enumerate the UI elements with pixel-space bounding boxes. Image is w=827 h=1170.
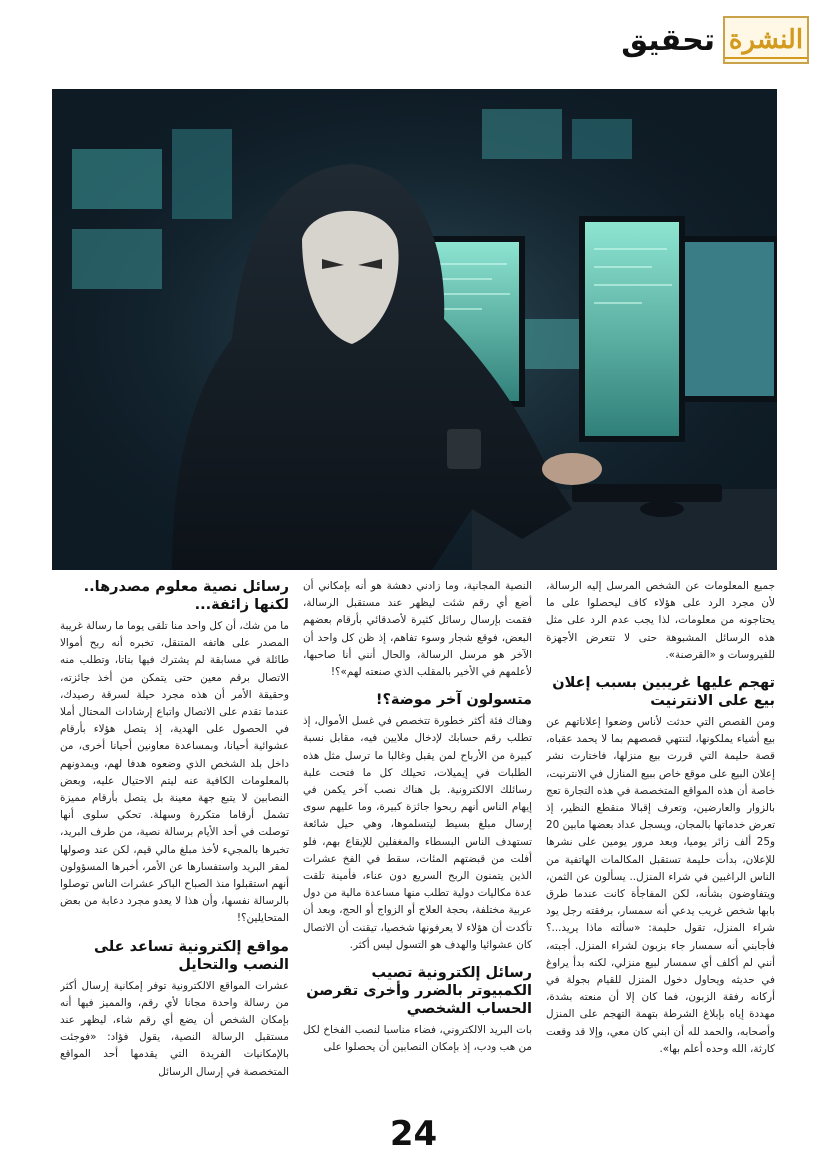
paragraph: ما من شك، أن كل واحد منا تلقى يوما ما رسالة غريبة المصدر على هاتفه المتنقل، تخبره أنه ربح أموالا طائلة في مسابقة لم يشترك فيها بتاتا، وتطلب منه الاتصال برقم معين حتى يتمكن من أخذ جائزته، وحقيقة الأمر أن هذه مجرد حيلة لسرقة رصيدك، عندما تقدم على الاتصال واتباع إرشادات المحتال أملا في الحصول على الهدية، إذ يتصل هؤلاء بأرقام عشوائية أحيانا، وبمساعدة معاونين أحيانا أخرى، من داخل بلد الشخص الذي وضعوه هدفا لهم، ويمدونهم بالمعلومات الكافية عنه ليتم الاحتيال عليه، وبعض النصابين لا يتبع جهة معينة بل يتصل بأرقام مميزة تشمل أرقاما متكررة وسهلة. تحكي سلوى أنها توصلت في أحد الأيام برسالة نصية، من طرف البريد، تخبرها بالمجيء لأخذ مبلغ مالي قيم، لكن عند وصولها لمقر البريد واستفسارها عن الأمر، أخبرها المسؤولون أنهم استقبلوا منذ الصباح الباكر عشرات الناس توصلوا بالرسالة نفسها، وأن هذا لا يعدو مجرد دعابة من بعض المتحايلين؟!: [60, 620, 289, 925]
subheading-emails: رسائل إلكترونية تصيب الكمبيوتر بالضرر وأخرى تقرصن الحساب الشخصي: [306, 965, 532, 1018]
page-number: 24: [389, 1114, 438, 1154]
subheading-beggars: متسولون آخر موضة؟!: [375, 692, 532, 709]
paragraph: جميع المعلومات عن الشخص المرسل إليه الرسالة، لأن مجرد الرد على هؤلاء كاف ليحصلوا على ما يحتاجونه من معلومات، لذا يجب عدم الرد على مثل هذه الرسائل المشبوهة حتى لا تتعرض الأجهزة للفيروسات و «القرصنة».: [546, 580, 775, 661]
paragraph: وهناك فئة أكثر خطورة تتخصص في غسل الأموال، إذ تطلب رقم حسابك لإدخال ملايين فيه، مقابل نسبة كبيرة من الأرباح لمن يقبل وغالبا ما ترسل مثل هذه الطلبات في إيميلات، تحيلك كل ما فتحت علبة رسائلك الالكترونية. بل هناك نصب آخر يكمن في إيهام الناس أنهم ربحوا جائزة كبيرة، وما عليهم سوى إرسال مبلغ بسيط ليتسلموها، وهي حيل شائعة تستهدف الناس البسطاء والمغفلين للإيقاع بهم، فلو أفلت من قبضتهم المئات، سقط في الفخ عشرات الذين يتمنون الربح السريع دون عناء، فأمينة تلقت عدة مكاليات دولية تطلب منها مساعدة مالية من دول عربية مختلفة، بحجة العلاج أو الزواج أو الحج، وبعد أن تأكدت أن هؤلاء لا يعرفونها شخصيا، تيقنت أن الاتصال كان عشوائيا والهدف هو التسول ليس أكثر.: [303, 715, 532, 951]
subheading-fake-sms: رسائل نصية معلوم مصدرها.. لكنها زائفة...: [83, 579, 289, 613]
article-column-1: [60, 578, 289, 1114]
article-columns: [60, 578, 776, 1114]
logo-underline: [725, 57, 807, 59]
paragraph: النصية المجانية، وما زادني دهشة هو أنه بإمكاني أن أضع أي رقم شئت ليظهر عند مستقبل الرسالة، فقمت بإرسال رسائل كثيرة لأصدقائي بأرقام بعضهم البعض، فوقع شجار وسوء تفاهم، إذ ظن كل واحد أن الآخر هو مرسل الرسالة، والحال أنني أنا صاحبها، لأعلمهم في الأخير بالمقلب الذي صنعته لهم»؟!: [303, 580, 532, 679]
article-column-3: [546, 578, 775, 1114]
hacker-photo: [52, 89, 777, 570]
page-header: [621, 14, 809, 66]
subheading-house-sale: تهجم عليها غريبين بسبب إعلان بيع على الانترنيت: [552, 675, 775, 710]
article-column-2: [303, 578, 532, 1114]
magazine-logo: [723, 16, 809, 64]
subheading-websites: مواقع إلكترونية تساعد على النصب والتحايل: [94, 938, 289, 973]
section-title: تحقيق: [621, 22, 715, 58]
paragraph: ومن القصص التي حدثت لأناس وضعوا إعلاناتهم عن بيع أشياء يملكونها، لتنتهي قصصهم بما لا يحمد عقباه، قصة حليمة التي قررت بيع منزلها، فاختارت نشر إعلان البيع على موقع خاص ببيع المنازل في الانترنيت، خاصة أن هذه المواقع المتخصصة في هذه التجارة تعج بالزوار والعارضين، وتعرف إقبالا منقطع النظير، إذ تعرض خدماتها بالمجان، ويسجل عداد بعضها مابين 20 و25 ألف زائر يوميا، وبعد مرور يومين على نشرها للإعلان، بدأت حليمة تستقبل المكالمات الهاتفية من الناس الراغبين في شراء المنزل.. يسألون عن الثمن، ويتفاوضون بشأنه، لكن المفاجأة كانت عندما طرق بابها شخص غريب يدعي أنه سمسار، برفقته رجل يود شراء المنزل، تقول حليمة: «سألته ماذا يريد...؟ فأجابني أنه سمسار جاء بزبون لشراء المنزل. أجبته، أنني لم أكلف أي سمسار لبيع منزلي، لكنه بدأ يراوغ في حديثه ويحاول دخول المنزل للقيام بجولة في أركانه رفقة الزبون، فما كان إلا أن منعته بشدة، مهددة إياه بإبلاغ الشرطة بتهمة التهجم على المنزل وأصحابه، والحمد لله أن ابني كان معي، وإلا قد وقعت كارثة، الله وحده أعلم بها».: [546, 716, 775, 1055]
paragraph: عشرات المواقع الالكترونية توفر إمكانية إرسال أكثر من رسالة واحدة مجانا لأي رقم، والمميز فيها أنه بإمكان الشخص أن يضع أي رقم شاء، ليظهر عند مستقبل الرسالة النصية، يقول فؤاد: «فوجئت بالإمكانيات الفريدة التي يقدمها أحد المواقع المتخصصة في إرسال الرسائل: [60, 979, 289, 1078]
hacker-illustration: [52, 89, 777, 570]
logo-text: النشرة: [728, 25, 804, 55]
paragraph: بات البريد الالكتروني، فضاء مناسبا لنصب الفخاخ لكل من هب ودب، إذ بإمكان النصابين أن يحصلوا على: [303, 1024, 532, 1054]
